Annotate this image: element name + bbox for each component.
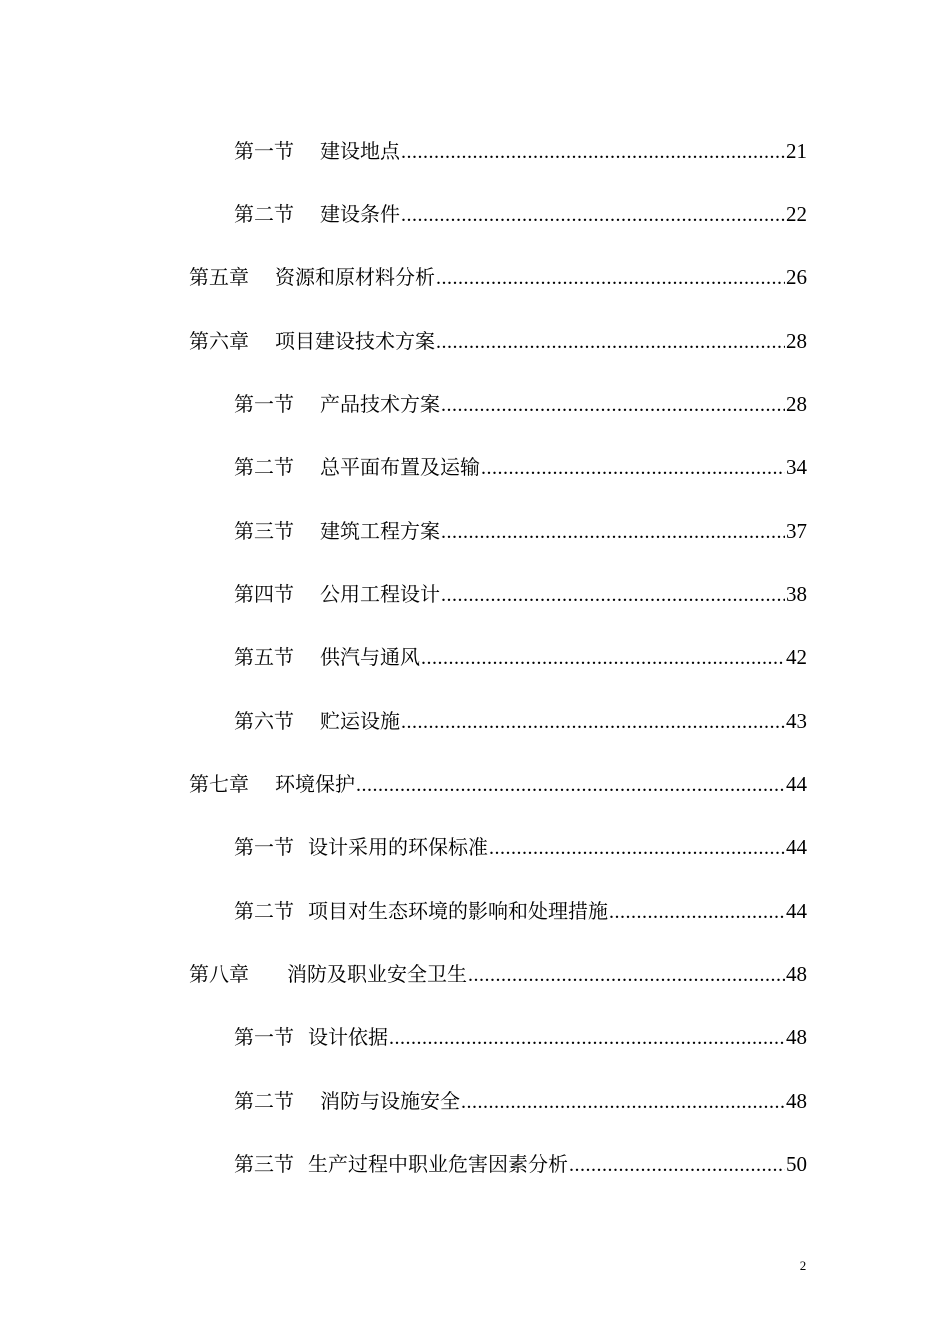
toc-entry-title: 建设地点: [320, 139, 400, 163]
toc-entry-number: 第一节: [234, 835, 294, 859]
dot-leader: [401, 199, 785, 231]
toc-entry[interactable]: [189, 958, 807, 990]
toc-entry[interactable]: [234, 515, 807, 547]
dot-leader: [481, 452, 785, 484]
toc-entry-page: 22: [786, 202, 807, 226]
toc-entry-number: 第三节: [234, 1152, 294, 1176]
toc-entry-title: 项目对生态环境的影响和处理措施: [308, 899, 608, 923]
toc-entry-page: 48: [786, 1025, 807, 1049]
toc-entry-title: 环境保护: [275, 772, 355, 796]
toc-entry-page: 21: [786, 139, 807, 163]
dot-leader: [468, 959, 785, 991]
toc-entry-title: 项目建设技术方案: [275, 329, 435, 353]
toc-entry-title: 设计依据: [308, 1025, 388, 1049]
toc-entry-title: 总平面布置及运输: [320, 455, 480, 479]
toc-entry[interactable]: [189, 261, 807, 293]
toc-entry[interactable]: [234, 451, 807, 483]
toc-entry-title: 建设条件: [320, 202, 400, 226]
dot-leader: [441, 579, 785, 611]
toc-entry-number: 第八章: [189, 962, 249, 986]
dot-leader: [441, 516, 785, 548]
dot-leader: [401, 136, 785, 168]
toc-entry-title: 消防与设施安全: [320, 1089, 460, 1113]
toc-entry-number: 第五章: [189, 265, 249, 289]
toc-entry-number: 第七章: [189, 772, 249, 796]
toc-entry-page: 28: [786, 392, 807, 416]
toc-entry-number: 第五节: [234, 645, 294, 669]
toc-entry-number: 第六节: [234, 709, 294, 733]
toc-entry-title: 建筑工程方案: [320, 519, 440, 543]
toc-entry-number: 第一节: [234, 139, 294, 163]
toc-entry-number: 第三节: [234, 519, 294, 543]
toc-entry-title: 供汽与通风: [320, 645, 420, 669]
toc-entry[interactable]: [234, 831, 807, 863]
toc-entry-page: 48: [786, 1089, 807, 1113]
toc-entry-number: 第二节: [234, 1089, 294, 1113]
toc-entry-page: 37: [786, 519, 807, 543]
dot-leader: [356, 769, 785, 801]
dot-leader: [609, 896, 785, 928]
dot-leader: [569, 1149, 785, 1181]
toc-entry-number: 第一节: [234, 392, 294, 416]
toc-entry-number: 第二节: [234, 899, 294, 923]
toc-entry-page: 38: [786, 582, 807, 606]
toc-entry-number: 第二节: [234, 202, 294, 226]
toc-entry-page: 44: [786, 835, 807, 859]
toc-entry-page: 44: [786, 899, 807, 923]
toc-entry-page: 34: [786, 455, 807, 479]
toc-entry-number: 第六章: [189, 329, 249, 353]
toc-entry-page: 44: [786, 772, 807, 796]
dot-leader: [401, 706, 785, 738]
toc-entry[interactable]: [234, 388, 807, 420]
toc-entry[interactable]: [234, 1085, 807, 1117]
dot-leader: [389, 1022, 785, 1054]
toc-entry-number: 第二节: [234, 455, 294, 479]
toc-entry-page: 43: [786, 709, 807, 733]
toc-entry-title: 消防及职业安全卫生: [287, 962, 467, 986]
toc-entry-page: 48: [786, 962, 807, 986]
toc-entry-title: 设计采用的环保标准: [308, 835, 488, 859]
toc-entry[interactable]: [234, 1021, 807, 1053]
toc-entry-title: 贮运设施: [320, 709, 400, 733]
toc-entry-page: 42: [786, 645, 807, 669]
toc-entry[interactable]: [234, 895, 807, 927]
toc-entry-number: 第一节: [234, 1025, 294, 1049]
toc-entry[interactable]: [234, 198, 807, 230]
toc-entry[interactable]: [189, 768, 807, 800]
dot-leader: [441, 389, 785, 421]
toc-entry-page: 26: [786, 265, 807, 289]
dot-leader: [461, 1086, 785, 1118]
dot-leader: [489, 832, 785, 864]
toc-entry[interactable]: [189, 325, 807, 357]
toc-entry[interactable]: [234, 641, 807, 673]
toc-entry[interactable]: [234, 135, 807, 167]
page-number: 2: [799, 1258, 807, 1273]
toc-entry-title: 资源和原材料分析: [275, 265, 435, 289]
toc-entry-page: 50: [786, 1152, 807, 1176]
dot-leader: [421, 642, 785, 674]
toc-entry[interactable]: [234, 1148, 807, 1180]
toc-entry-page: 28: [786, 329, 807, 353]
dot-leader: [436, 326, 785, 358]
toc-entry-title: 生产过程中职业危害因素分析: [308, 1152, 568, 1176]
toc-entry-number: 第四节: [234, 582, 294, 606]
toc-entry-title: 产品技术方案: [320, 392, 440, 416]
toc-entry-title: 公用工程设计: [320, 582, 440, 606]
toc-entry[interactable]: [234, 578, 807, 610]
dot-leader: [436, 262, 785, 294]
toc-entry[interactable]: [234, 705, 807, 737]
